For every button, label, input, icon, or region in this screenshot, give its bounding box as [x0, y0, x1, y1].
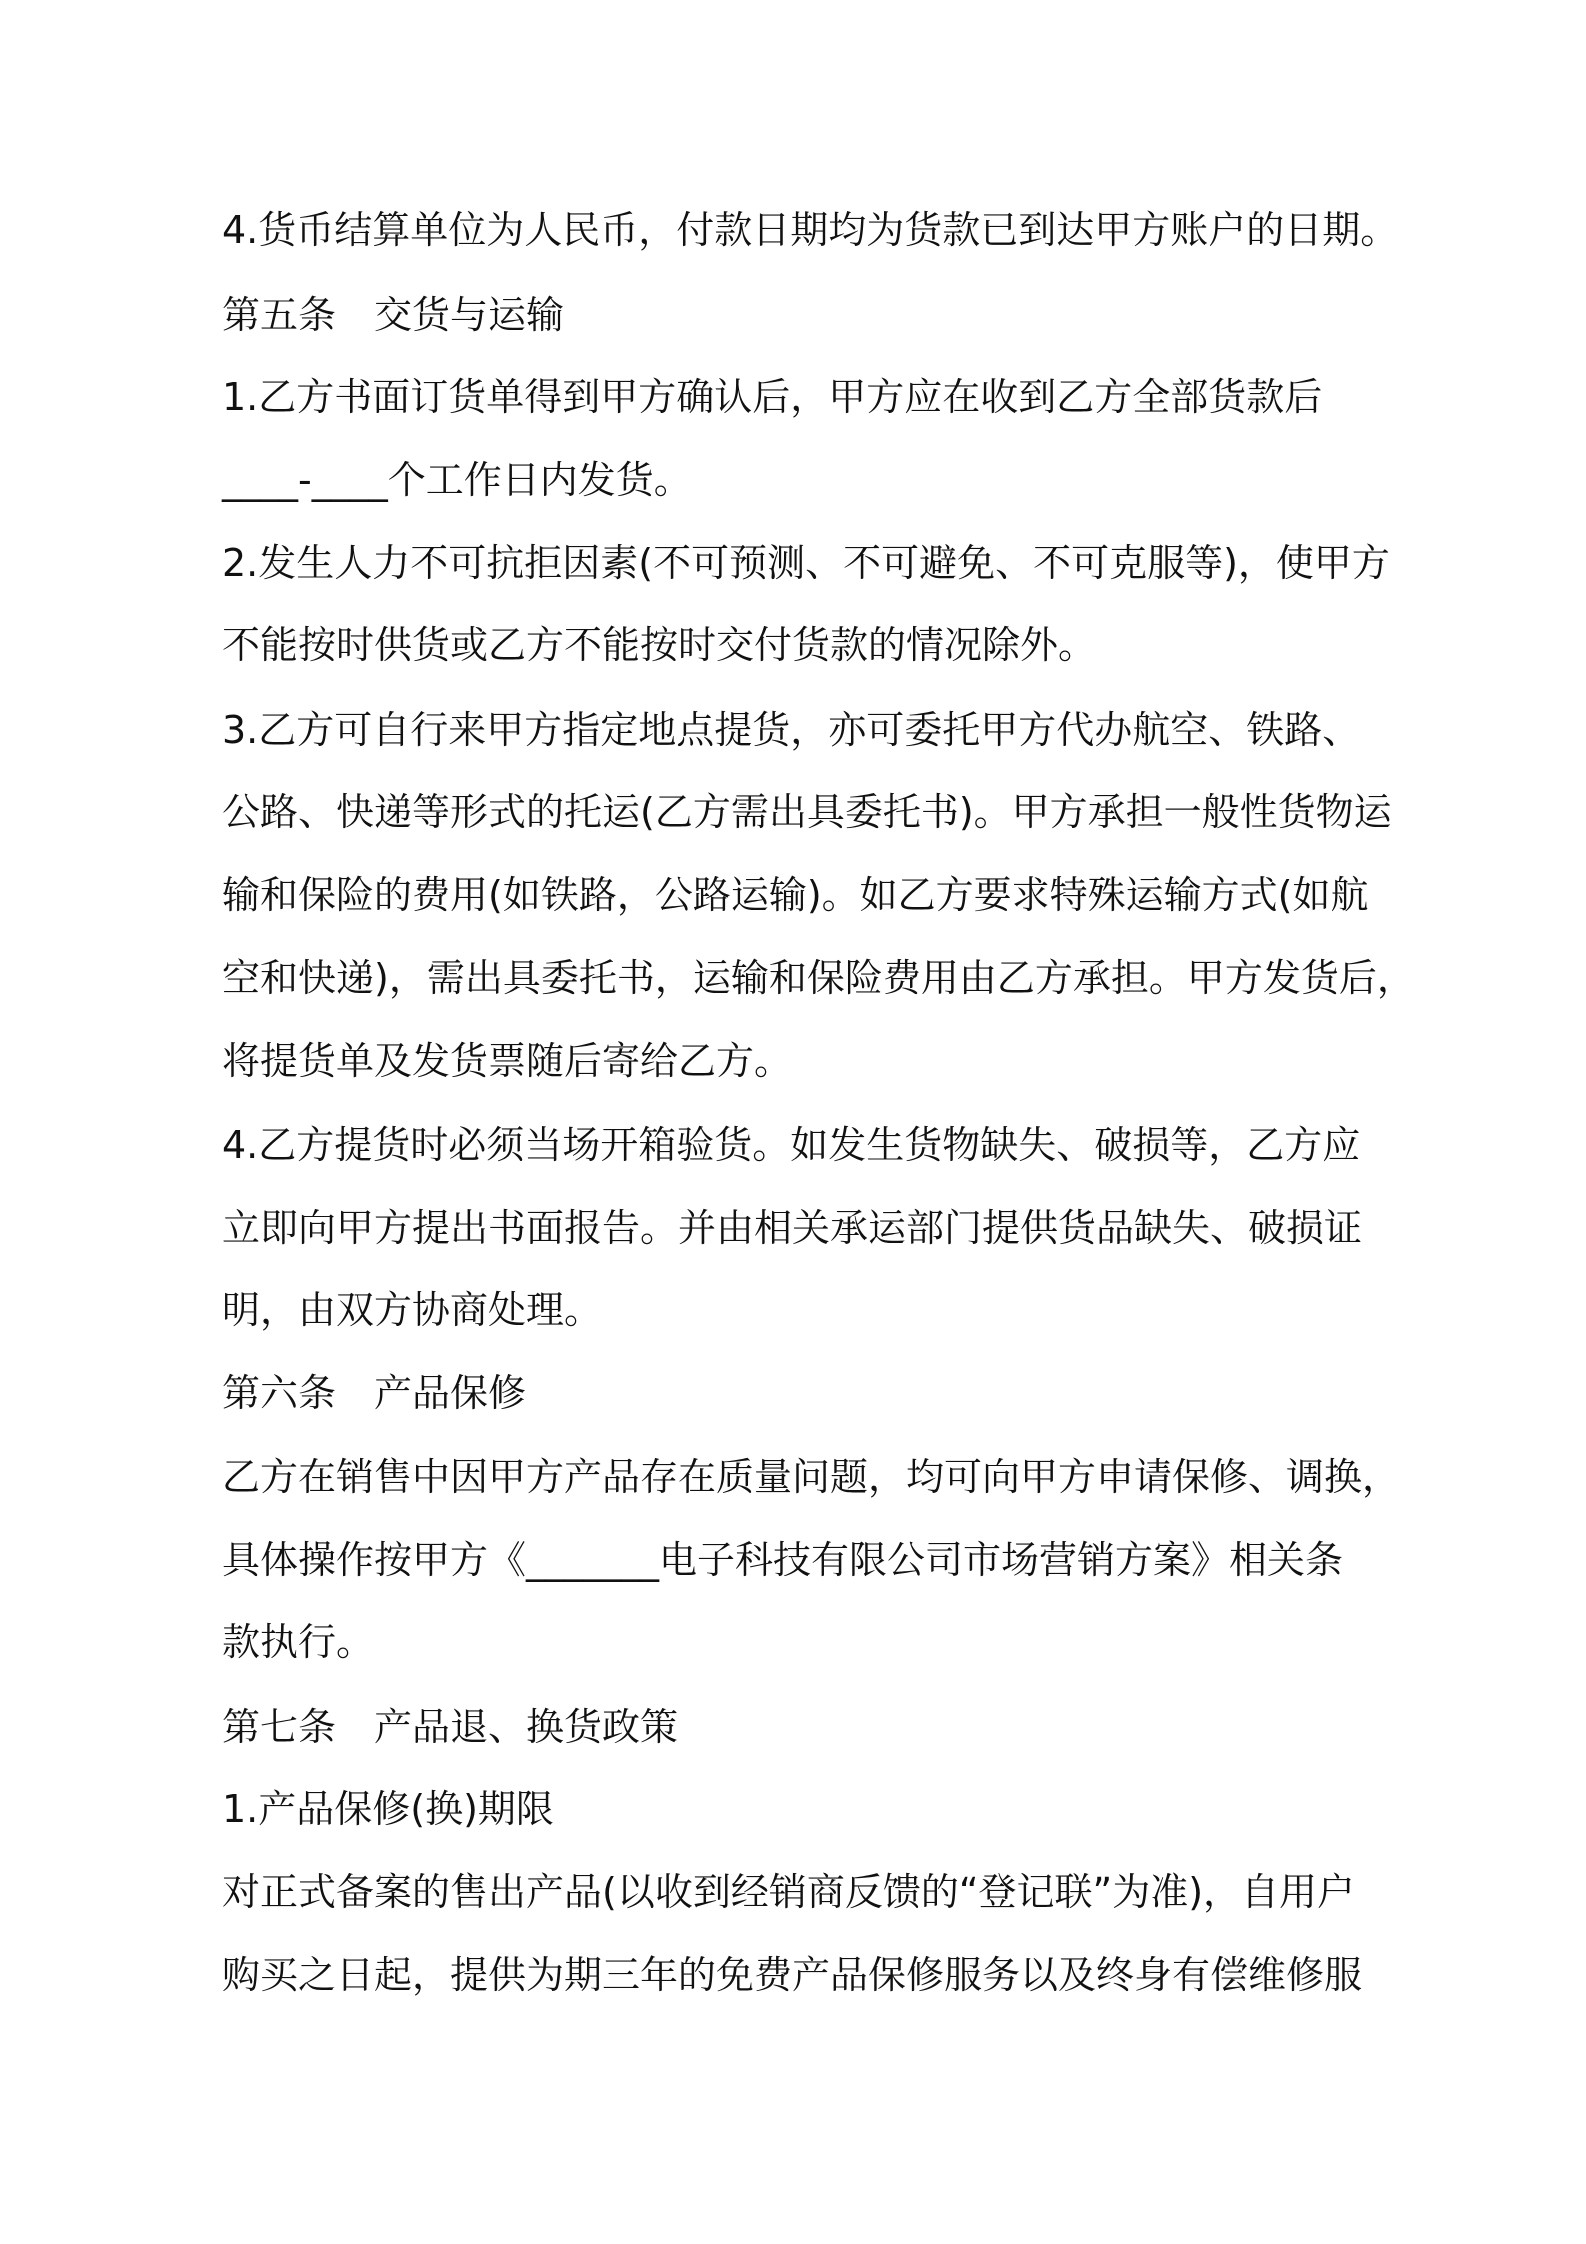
- text-line: 输和保险的费用(如铁路，公路运输)。如乙方要求特殊运输方式(如航: [222, 873, 1369, 917]
- text-line: 空和快递)，需出具委托书，运输和保险费用由乙方承担。甲方发货后，: [222, 956, 1415, 1000]
- text-line: 4.乙方提货时必须当场开箱验货。如发生货物缺失、破损等，乙方应: [222, 1123, 1361, 1167]
- text-line: 购买之日起，提供为期三年的免费产品保修服务以及终身有偿维修服: [222, 1953, 1363, 1997]
- text-line: 2.发生人力不可抗拒因素(不可预测、不可避免、不可克服等)，使甲方: [222, 541, 1390, 585]
- section-heading-article-6: 第六条 产品保修: [222, 1371, 527, 1415]
- text-line: 3.乙方可自行来甲方指定地点提货，亦可委托甲方代办航空、铁路、: [222, 708, 1361, 752]
- text-line: 具体操作按甲方《_______电子科技有限公司市场营销方案》相关条: [222, 1538, 1344, 1582]
- text-line: 明，由双方协商处理。: [222, 1288, 603, 1332]
- text-line: 公路、快递等形式的托运(乙方需出具委托书)。甲方承担一般性货物运: [222, 790, 1392, 834]
- text-line: 款执行。: [222, 1620, 375, 1664]
- text-line: 将提货单及发货票随后寄给乙方。: [222, 1039, 793, 1083]
- text-line: 4.货币结算单位为人民币，付款日期均为货款已到达甲方账户的日期。: [222, 208, 1399, 252]
- text-line: 对正式备案的售出产品(以收到经销商反馈的“登记联”为准)，自用户: [222, 1870, 1356, 1914]
- text-line: 1.乙方书面订货单得到甲方确认后，甲方应在收到乙方全部货款后: [222, 375, 1323, 419]
- text-line: ____-____个工作日内发货。: [222, 458, 692, 502]
- section-heading-article-5: 第五条 交货与运输: [222, 293, 565, 337]
- text-line: 立即向甲方提出书面报告。并由相关承运部门提供货品缺失、破损证: [222, 1206, 1363, 1250]
- section-heading-article-7: 第七条 产品退、换货政策: [222, 1705, 679, 1749]
- text-line: 不能按时供货或乙方不能按时交付货款的情况除外。: [222, 623, 1097, 667]
- text-line: 乙方在销售中因甲方产品存在质量问题，均可向甲方申请保修、调换，: [222, 1455, 1401, 1499]
- text-line: 1.产品保修(换)期限: [222, 1787, 554, 1831]
